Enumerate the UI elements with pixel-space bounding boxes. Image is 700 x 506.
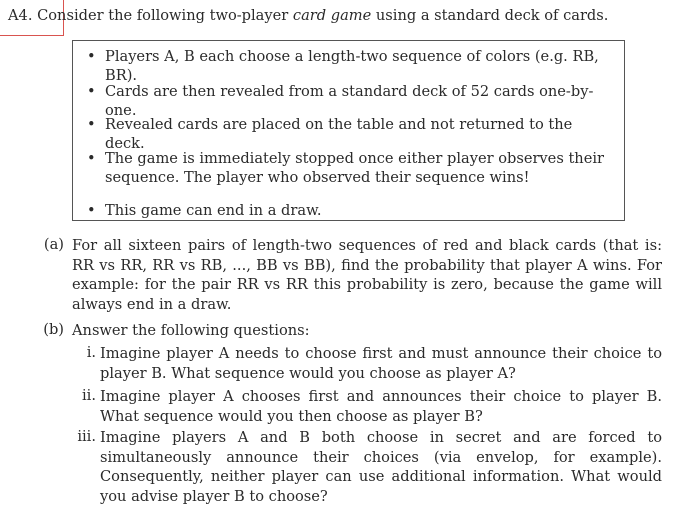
question-number: A4. [8,7,33,24]
intro-emphasis: card game [292,7,372,24]
rule-item [87,115,615,153]
intro-prefix: Consider the following two-player [37,7,293,24]
bullet-icon: • [87,48,96,65]
rule-text: Cards are then revealed from a standard deck of 52 cards one-by-one. [105,83,594,119]
intro-suffix: using a standard deck of cards. [371,7,609,24]
sub-item-label: i. [86,344,96,361]
bullet-icon: • [87,116,96,133]
part-b-text: Answer the following questions: [72,322,310,339]
sub-item-text: Imagine player A chooses first and announces their choice to player B. What sequence would you then choose as player B? [100,388,662,425]
part-a-label: (a) [43,236,64,253]
rule-text: Revealed cards are placed on the table and not returned to the deck. [105,116,573,152]
part-a-text: For all sixteen pairs of length-two sequences of red and black cards (that is: RR vs RR, RR vs RB, ..., BB vs BB), find the probability that player A wins. For example: for the pair RR vs RR this probability is zero, because the game will always end in a draw. [72,237,662,313]
rule-text: Players A, B each choose a length-two sequence of colors (e.g. RB, BR). [105,48,599,84]
sub-item-text: Imagine player A needs to choose first and must announce their choice to player B. What sequence would you choose as player A? [100,345,662,382]
sub-item-label: ii. [82,387,96,404]
bullet-icon: • [87,150,96,167]
sub-item-label: iii. [77,428,96,445]
bullet-icon: • [87,202,96,219]
question-title [8,6,698,26]
rule-text: The game is immediately stopped once either player observes their sequence. The player who observed their sequence wins! [105,150,604,186]
sub-item-text: Imagine players A and B both choose in secret and are forced to simultaneously announce their choices (via envelop, for example). Consequently, neither player can use additional information. What would you advise player B to choose? [100,429,662,505]
rule-text: This game can end in a draw. [105,202,322,219]
rule-item [87,47,615,85]
bullet-icon: • [87,83,96,100]
rule-item [87,201,615,220]
rules-box [72,40,625,221]
part-b-label: (b) [43,321,64,338]
rule-item [87,149,615,187]
